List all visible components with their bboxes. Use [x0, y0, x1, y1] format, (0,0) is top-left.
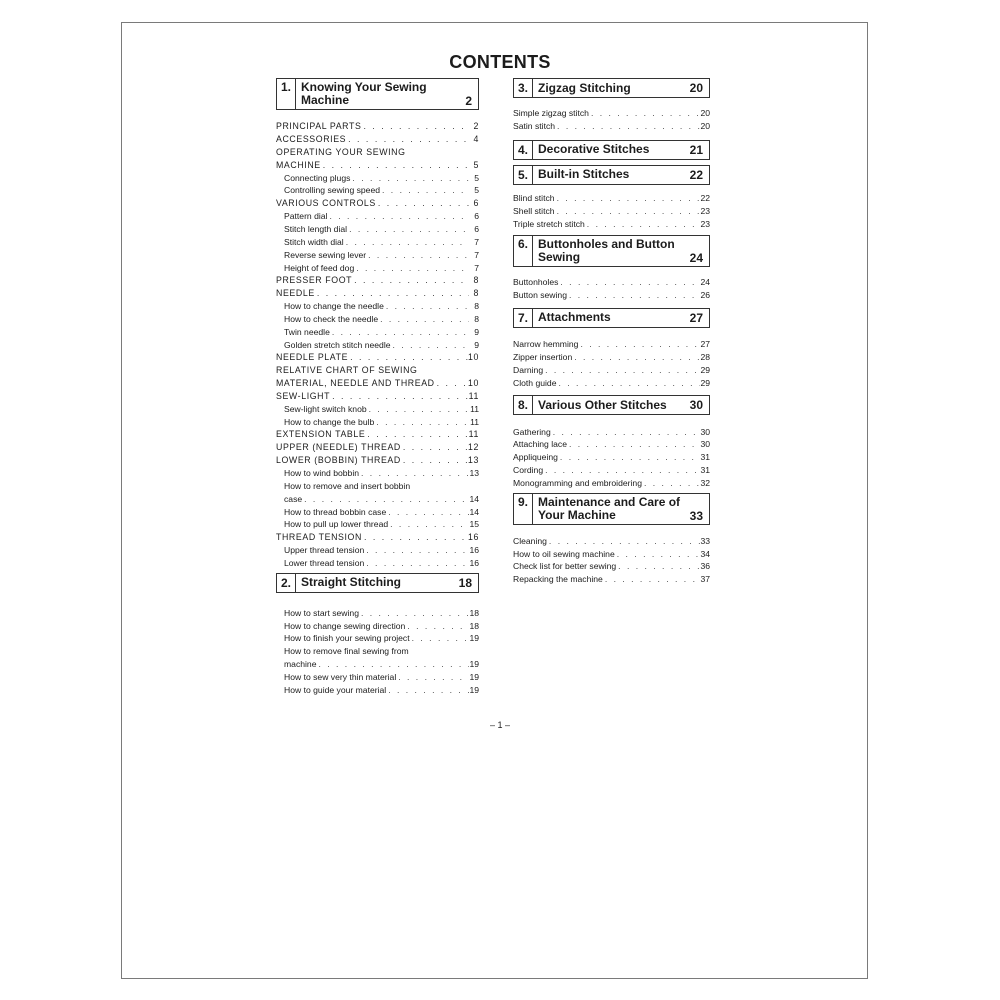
- toc-entry: [276, 426, 479, 439]
- toc-entry: [276, 259, 479, 272]
- toc-entry: [276, 401, 479, 414]
- toc-entry-page: 24: [700, 277, 710, 288]
- toc-entry-page: 8: [473, 275, 479, 286]
- dot-leader: [364, 546, 469, 555]
- toc-entry: [276, 336, 479, 349]
- toc-entry-page: 18: [469, 607, 479, 618]
- toc-entry-text: Cleaning: [513, 535, 547, 546]
- section-heading: [513, 165, 710, 185]
- dot-leader: [616, 562, 700, 571]
- toc-entry: [276, 298, 479, 311]
- toc-entry-page: 23: [700, 205, 710, 216]
- toc-entry-text: Simple zigzag stitch: [513, 108, 589, 119]
- toc-entry-text: Button sewing: [513, 290, 567, 301]
- toc-entry: [513, 475, 710, 488]
- dot-leader: [380, 186, 469, 195]
- toc-entry-text: NEEDLE PLATE: [276, 352, 349, 363]
- dot-leader: [346, 135, 469, 144]
- dot-leader: [327, 212, 469, 221]
- toc-entry: [276, 503, 479, 516]
- toc-entry-page: 16: [469, 557, 479, 568]
- toc-entry-text: Shell stitch: [513, 205, 555, 216]
- toc-entry-text: Monogramming and embroidering: [513, 477, 642, 488]
- toc-entry-page: 30: [700, 439, 710, 450]
- toc-entry-page: 19: [469, 633, 479, 644]
- toc-entry: [513, 558, 710, 571]
- toc-entry-page: 11: [470, 416, 479, 427]
- dot-leader: [558, 278, 700, 287]
- toc-entry: [276, 682, 479, 695]
- toc-entry-page: 31: [700, 465, 710, 476]
- toc-entry-text: How to pull up lower thread: [284, 519, 389, 530]
- toc-entry: [276, 131, 479, 144]
- toc-entry-text: Blind stitch: [513, 192, 555, 203]
- toc-entry-page: 20: [700, 121, 710, 132]
- toc-entry-text: Cloth guide: [513, 377, 557, 388]
- toc-right-column: [513, 78, 710, 584]
- toc-entry-text: LOWER (BOBBIN) THREAD: [276, 454, 401, 465]
- section-number: 5.: [514, 166, 533, 184]
- toc-entry-text: Check list for better sewing: [513, 561, 617, 572]
- toc-entry-text: SEW-LIGHT: [276, 390, 331, 401]
- toc-entry: [513, 287, 710, 300]
- toc-entry-text: How to finish your sewing project: [284, 633, 410, 644]
- toc-entry-text: Satin stitch: [513, 121, 556, 132]
- dot-leader: [589, 109, 700, 118]
- toc-entry-text: MACHINE: [276, 159, 321, 170]
- dot-leader: [361, 122, 469, 131]
- section-number: 4.: [514, 141, 533, 159]
- toc-entry-page: 30: [700, 426, 710, 437]
- toc-entry-page: 13: [468, 454, 479, 465]
- toc-entry: [276, 630, 479, 643]
- toc-entry-page: 34: [700, 548, 710, 559]
- toc-entry: [276, 208, 479, 221]
- toc-entry-text: Gathering: [513, 426, 551, 437]
- toc-entry-text: Attaching lace: [513, 439, 567, 450]
- dot-leader: [556, 379, 700, 388]
- toc-entry: [276, 169, 479, 182]
- toc-entry-page: 28: [700, 352, 710, 362]
- dot-leader: [359, 609, 469, 618]
- toc-entry-page: 7: [474, 262, 479, 273]
- section-title: Buttonholes and Button Sewing: [538, 237, 675, 265]
- toc-entry-text: Twin needle: [284, 326, 330, 337]
- dot-leader: [555, 207, 700, 216]
- dot-leader: [347, 225, 469, 234]
- section-page-number: 22: [689, 167, 703, 182]
- toc-entry-text: case: [284, 493, 303, 504]
- toc-entry-text: VARIOUS CONTROLS: [276, 198, 376, 209]
- toc-entry: [513, 436, 710, 449]
- toc-entry-text: Pattern dial: [284, 211, 328, 222]
- toc-entry-page: 31: [700, 452, 710, 463]
- toc-entry: [276, 349, 479, 362]
- toc-entry-page: 27: [700, 339, 710, 350]
- toc-entry-page: 20: [700, 108, 710, 119]
- toc-entry-page: 19: [469, 659, 479, 670]
- toc-entry-page: 16: [468, 532, 479, 543]
- toc-entry-page: 6: [474, 224, 479, 234]
- dot-leader: [401, 456, 468, 465]
- toc-entry-page: 6: [473, 198, 479, 209]
- toc-entry: [513, 190, 710, 203]
- toc-entry-text: How to change sewing direction: [284, 620, 406, 631]
- toc-entry-text: How to change the needle: [284, 301, 384, 312]
- section-page-number: 24: [689, 251, 703, 266]
- section-page-number: 20: [689, 81, 703, 95]
- section-page-number: 21: [689, 142, 703, 157]
- toc-entry: [276, 669, 479, 682]
- dot-leader: [558, 453, 700, 462]
- toc-entry-page: 7: [474, 236, 479, 247]
- toc-entry-page: 8: [474, 301, 479, 312]
- toc-entry-text: RELATIVE CHART OF SEWING: [276, 365, 418, 376]
- section-page-number: 33: [689, 508, 703, 523]
- toc-entry: [513, 203, 710, 216]
- toc-entry-page: 22: [700, 192, 710, 203]
- section-heading: [513, 308, 710, 328]
- toc-entry-page: 13: [469, 468, 479, 479]
- toc-entry: [513, 545, 710, 558]
- toc-entry-text: Lower thread tension: [284, 557, 365, 568]
- section-number: 6.: [514, 236, 533, 266]
- dot-leader: [555, 194, 700, 203]
- toc-entry-page: 10: [468, 377, 479, 388]
- toc-entry-page: 19: [469, 684, 479, 695]
- dot-leader: [350, 174, 469, 183]
- toc-entry-text: machine: [284, 659, 317, 670]
- toc-entry-page: 9: [474, 326, 479, 337]
- toc-entry: [276, 118, 479, 131]
- section-title: Straight Stitching: [301, 575, 402, 590]
- toc-entry: [513, 105, 710, 118]
- toc-entry-text: Sew-light switch knob: [284, 403, 367, 414]
- toc-entry-text: How to wind bobbin: [284, 468, 360, 479]
- toc-entry-page: 6: [474, 211, 479, 222]
- section-title: Maintenance and Care of Your Machine: [538, 494, 681, 522]
- toc-entry-text: Narrow hemming: [513, 339, 579, 350]
- toc-entry-text: Appliqueing: [513, 452, 558, 463]
- toc-entry-text: Controlling sewing speed: [284, 185, 381, 196]
- toc-entry: [276, 375, 479, 388]
- dot-leader: [354, 264, 469, 273]
- dot-leader: [386, 686, 469, 695]
- toc-entry-page: 14: [469, 493, 479, 504]
- toc-entry-text: How to thread bobbin case: [284, 506, 387, 517]
- toc-entry: [276, 516, 479, 529]
- toc-entry-page: 12: [468, 442, 479, 453]
- toc-entry-text: OPERATING YOUR SEWING: [276, 146, 406, 157]
- toc-entry-page: 37: [700, 574, 710, 585]
- dot-leader: [378, 315, 469, 324]
- toc-entry-text: How to remove final sewing from: [284, 646, 409, 657]
- section-heading: [513, 395, 710, 415]
- toc-entry: [276, 311, 479, 324]
- toc-entry-page: 29: [700, 377, 710, 388]
- toc-entry-page: 29: [700, 364, 710, 375]
- toc-entry-text: Height of feed dog: [284, 262, 355, 273]
- toc-entry-text: Zipper insertion: [513, 352, 573, 362]
- toc-entry-page: 33: [700, 535, 710, 546]
- toc-entry-page: 11: [470, 403, 479, 414]
- dot-leader: [384, 302, 469, 311]
- toc-entry-text: MATERIAL, NEEDLE AND THREAD: [276, 377, 435, 388]
- toc-entry: [276, 478, 479, 491]
- toc-entry-text: Stitch length dial: [284, 224, 348, 234]
- toc-entry-text: Cording: [513, 465, 544, 476]
- toc-entry-page: 19: [469, 672, 479, 682]
- toc-entry-page: 26: [700, 290, 710, 301]
- toc-entry-text: Upper thread tension: [284, 545, 365, 556]
- section-title: Zigzag Stitching: [538, 80, 631, 95]
- section-number: 3.: [514, 79, 533, 97]
- dot-leader: [391, 341, 469, 350]
- section-title: Decorative Stitches: [538, 142, 650, 157]
- toc-entry-text: Triple stretch stitch: [513, 218, 585, 229]
- dot-leader: [330, 328, 469, 337]
- section-page-number: 18: [458, 575, 472, 590]
- toc-entry: [276, 617, 479, 630]
- toc-entry-page: 8: [474, 313, 479, 324]
- section-heading: [513, 78, 710, 98]
- section-number: 7.: [514, 309, 533, 327]
- toc-entry-page: 4: [473, 133, 479, 144]
- toc-entry-page: 11: [468, 390, 479, 401]
- dot-leader: [543, 366, 700, 375]
- dot-leader: [572, 353, 700, 362]
- toc-entry-page: 18: [469, 620, 479, 631]
- section-title: Built-in Stitches: [538, 167, 630, 182]
- dot-leader: [348, 353, 468, 362]
- dot-leader: [615, 550, 700, 559]
- dot-leader: [555, 122, 700, 131]
- dot-leader: [302, 495, 469, 504]
- section-number: 1.: [277, 79, 296, 109]
- toc-entry-page: 5: [474, 185, 479, 196]
- toc-entry: [276, 643, 479, 656]
- dot-leader: [374, 418, 469, 427]
- toc-entry: [276, 656, 479, 669]
- toc-left-column: [276, 78, 479, 694]
- toc-entry-page: 2: [473, 121, 479, 132]
- dot-leader: [547, 537, 700, 546]
- toc-entry-page: 11: [468, 429, 479, 440]
- dot-leader: [388, 520, 469, 529]
- section-title: Various Other Stitches: [538, 397, 667, 412]
- toc-entry: [513, 215, 710, 228]
- section-title: Attachments: [538, 310, 611, 325]
- toc-entry-text: Repacking the machine: [513, 574, 603, 585]
- toc-entry: [513, 336, 710, 349]
- toc-entry: [276, 234, 479, 247]
- toc-entry-text: THREAD TENSION: [276, 532, 362, 543]
- section-page-number: 30: [689, 398, 703, 413]
- toc-entry-page: 5: [473, 159, 479, 170]
- dot-leader: [543, 466, 700, 475]
- section-number: 8.: [514, 396, 533, 414]
- section-page-number: 2: [465, 94, 472, 108]
- dot-leader: [344, 238, 469, 247]
- dot-leader: [396, 673, 469, 682]
- toc-entry-text: Golden stretch stitch needle: [284, 339, 391, 350]
- toc-entry: [513, 362, 710, 375]
- dot-leader: [585, 220, 700, 229]
- toc-entry-text: UPPER (NEEDLE) THREAD: [276, 442, 401, 453]
- dot-leader: [330, 392, 469, 401]
- section-heading: [513, 235, 710, 267]
- toc-entry: [513, 374, 710, 387]
- toc-entry-page: 36: [700, 561, 710, 572]
- toc-entry: [276, 555, 479, 568]
- toc-entry: [276, 182, 479, 195]
- toc-entry: [276, 388, 479, 401]
- toc-entry-text: ACCESSORIES: [276, 133, 347, 144]
- toc-entry-text: How to oil sewing machine: [513, 548, 615, 559]
- dot-leader: [359, 469, 469, 478]
- toc-entry-text: How to start sewing: [284, 607, 359, 618]
- dot-leader: [405, 622, 469, 631]
- dot-leader: [366, 251, 469, 260]
- toc-entry: [276, 144, 479, 157]
- toc-entry-text: PRESSER FOOT: [276, 275, 353, 286]
- toc-entry-text: Darning: [513, 364, 544, 375]
- dot-leader: [315, 289, 469, 298]
- toc-entry-text: Buttonholes: [513, 277, 559, 288]
- dot-leader: [376, 199, 469, 208]
- toc-entry-page: 10: [468, 352, 479, 363]
- toc-entry-text: How to change the bulb: [284, 416, 375, 427]
- dot-leader: [352, 276, 469, 285]
- toc-entry-text: How to check the needle: [284, 313, 379, 324]
- toc-entry: [276, 324, 479, 337]
- dot-leader: [364, 559, 469, 568]
- toc-entry: [276, 542, 479, 555]
- toc-entry: [276, 157, 479, 170]
- dot-leader: [362, 533, 468, 542]
- toc-entry: [276, 439, 479, 452]
- dot-leader: [567, 440, 700, 449]
- toc-entry-page: 5: [474, 172, 479, 183]
- toc-entry: [513, 274, 710, 287]
- toc-entry: [276, 246, 479, 259]
- toc-entry-page: 7: [474, 249, 479, 260]
- dot-leader: [578, 340, 700, 349]
- toc-entry-text: NEEDLE: [276, 288, 315, 299]
- section-heading: [276, 573, 479, 593]
- toc-entry-text: PRINCIPAL PARTS: [276, 121, 362, 132]
- toc-entry: [513, 462, 710, 475]
- toc-entry: [276, 272, 479, 285]
- toc-entry-text: EXTENSION TABLE: [276, 429, 366, 440]
- toc-entry: [276, 605, 479, 618]
- toc-entry: [513, 349, 710, 362]
- dot-leader: [365, 430, 468, 439]
- toc-entry: [276, 452, 479, 465]
- toc-entry-page: 14: [469, 506, 479, 517]
- toc-entry: [513, 423, 710, 436]
- page-number: – 1 –: [489, 720, 511, 730]
- toc-entry: [276, 529, 479, 542]
- section-heading: [513, 493, 710, 525]
- toc-entry: [276, 465, 479, 478]
- toc-entry-page: 9: [474, 339, 479, 350]
- dot-leader: [435, 379, 468, 388]
- toc-entry-text: How to sew very thin material: [284, 672, 397, 682]
- toc-entry-page: 32: [700, 477, 710, 488]
- toc-entry: [276, 362, 479, 375]
- page-title: CONTENTS: [449, 52, 551, 72]
- toc-entry: [513, 533, 710, 546]
- dot-leader: [551, 428, 700, 437]
- document-page: [121, 22, 868, 979]
- toc-entry: [276, 413, 479, 426]
- toc-entry: [513, 449, 710, 462]
- section-number: 2.: [277, 574, 296, 592]
- toc-entry: [513, 118, 710, 131]
- section-heading: [513, 140, 710, 160]
- dot-leader: [603, 575, 700, 584]
- toc-entry: [276, 221, 479, 234]
- toc-entry: [513, 571, 710, 584]
- toc-entry-page: 15: [469, 519, 479, 530]
- dot-leader: [567, 291, 700, 300]
- toc-entry-page: 23: [700, 218, 710, 229]
- dot-leader: [642, 479, 700, 488]
- section-number: 9.: [514, 494, 533, 524]
- toc-entry: [276, 285, 479, 298]
- toc-entry: [276, 195, 479, 208]
- dot-leader: [316, 660, 469, 669]
- dot-leader: [410, 634, 469, 643]
- toc-entry-text: Connecting plugs: [284, 172, 351, 183]
- section-heading: [276, 78, 479, 110]
- toc-entry-page: 8: [473, 288, 479, 299]
- dot-leader: [367, 405, 469, 414]
- toc-entry-text: Reverse sewing lever: [284, 249, 367, 260]
- toc-entry-text: How to remove and insert bobbin: [284, 480, 411, 491]
- section-title: Knowing Your Sewing Machine: [301, 80, 427, 107]
- section-page-number: 27: [689, 310, 703, 325]
- toc-entry-text: How to guide your material: [284, 684, 387, 695]
- toc-entry-page: 16: [469, 545, 479, 556]
- toc-entry-text: Stitch width dial: [284, 236, 344, 247]
- dot-leader: [321, 161, 469, 170]
- dot-leader: [401, 443, 468, 452]
- toc-entry: [276, 490, 479, 503]
- dot-leader: [386, 508, 469, 517]
